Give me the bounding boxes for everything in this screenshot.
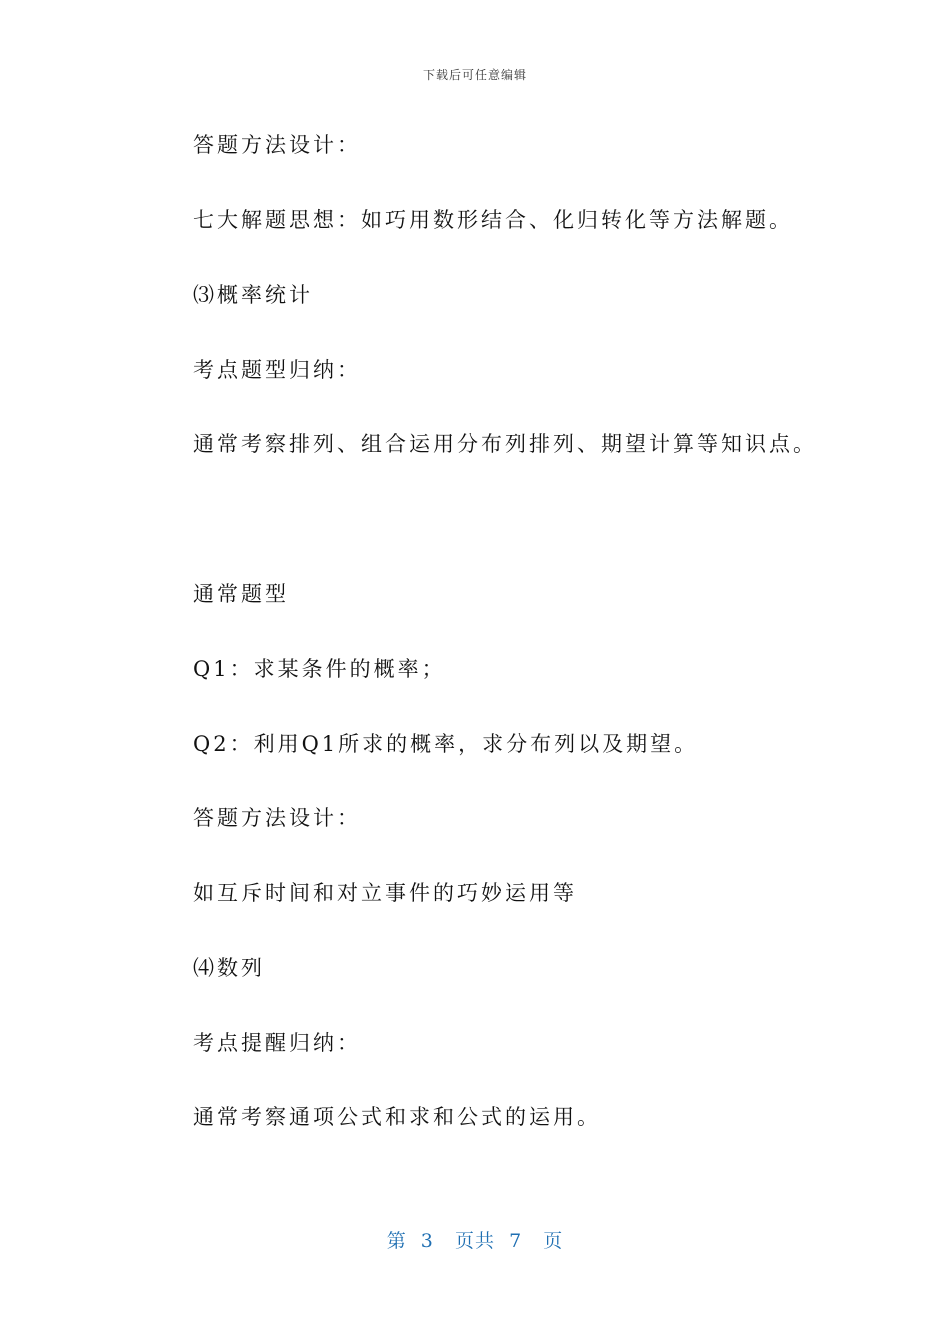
header-note: 下载后可任意编辑 (422, 68, 527, 82)
exam-points-heading-1: 考点题型归纳： (193, 358, 361, 382)
common-types-heading: 通常题型 (193, 582, 289, 606)
answer-method-heading-2: 答题方法设计： (193, 806, 361, 830)
q2-line: Q2：利用Q1所求的概率，求分布列以及期望。 (193, 732, 699, 756)
sequence-formula-line: 通常考察通项公式和求和公式的运用。 (193, 1105, 601, 1129)
section-3-title: ⑶概率统计 (193, 283, 313, 307)
seven-ideas-line: 七大解题思想：如巧用数形结合、化归转化等方法解题。 (193, 208, 793, 232)
answer-method-heading-1: 答题方法设计： (193, 133, 361, 157)
page-number-footer: 第 3 页共 7 页 (386, 1230, 564, 1252)
mutual-exclusion-line: 如互斥时间和对立事件的巧妙运用等 (193, 881, 577, 905)
section-4-title: ⑷数列 (193, 956, 265, 980)
exam-points-heading-2: 考点提醒归纳： (193, 1031, 361, 1055)
q1-line: Q1：求某条件的概率； (193, 657, 446, 681)
probability-points-line: 通常考察排列、组合运用分布列排列、期望计算等知识点。 (193, 432, 817, 456)
